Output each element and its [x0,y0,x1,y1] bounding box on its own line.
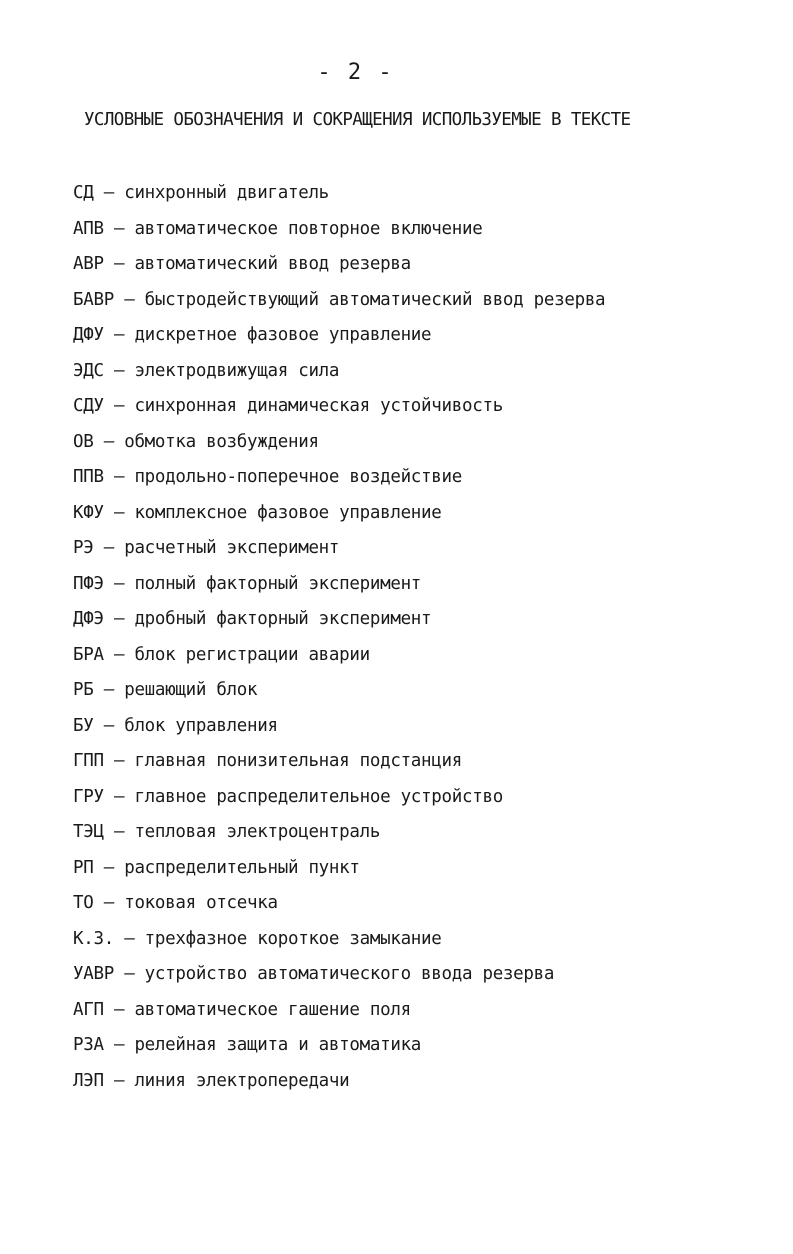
abbreviation-term: РЗА [73,1035,104,1055]
abbreviation-definition: тепловая электроцентраль [134,822,381,842]
separator-dash: – [93,431,125,452]
abbreviation-definition: трехфазное короткое замыкание [144,928,442,949]
abbreviation-item [73,924,605,960]
abbreviation-term: ГРУ [73,786,104,807]
abbreviation-term: УАВР [73,964,114,984]
abbreviation-item [73,604,605,640]
abbreviation-item [73,356,605,392]
abbreviation-list [73,178,605,1101]
abbreviation-item [73,285,605,321]
separator-dash: – [103,325,135,345]
abbreviation-item [73,214,605,250]
separator-dash: – [93,538,125,558]
abbreviation-item [73,569,605,605]
abbreviation-definition: блок регистрации аварии [134,644,370,665]
separator-dash: – [93,893,125,913]
abbreviation-term: ОВ [73,431,94,452]
abbreviation-definition: главное распределительное устройство [134,786,503,807]
abbreviation-item [73,1066,605,1102]
abbreviation-definition: устройство автоматического ввода резерва [144,964,555,984]
abbreviation-definition: токовая отсечка [124,893,278,913]
abbreviation-term: ТЭЦ [73,822,104,842]
abbreviation-item [73,640,605,676]
abbreviation-term: КФУ [73,502,104,523]
separator-dash: – [103,609,135,629]
abbreviation-definition: электродвижущая сила [134,360,340,381]
abbreviation-definition: решающий блок [124,680,258,700]
separator-dash: – [103,218,135,239]
abbreviation-term: АВР [73,254,104,274]
abbreviation-definition: синхронный двигатель [124,183,329,203]
separator-dash: – [103,573,135,594]
separator-dash: – [103,1070,135,1091]
abbreviation-item [73,711,605,747]
separator-dash: – [103,644,135,665]
abbreviation-definition: релейная защита и автоматика [134,1035,422,1055]
abbreviation-definition: полный факторный эксперимент [134,573,422,594]
separator-dash: – [103,786,135,807]
separator-dash: – [113,928,145,949]
abbreviation-term: РБ [73,680,94,700]
abbreviation-term: БРА [73,644,104,665]
abbreviation-definition: дискретное фазовое управление [134,325,432,345]
abbreviation-term: ГПП [73,751,104,771]
separator-dash: – [113,289,145,310]
separator-dash: – [93,715,125,736]
section-heading: УСЛОВНЫЕ ОБОЗНАЧЕНИЯ И СОКРАЩЕНИЯ ИСПОЛЬЗУЕМЫЕ В ТЕКСТЕ [84,110,631,130]
separator-dash: – [103,999,135,1020]
abbreviation-item [73,995,605,1031]
abbreviation-term: БАВР [73,289,114,310]
abbreviation-definition: комплексное фазовое управление [134,502,442,523]
separator-dash: – [103,822,135,842]
abbreviation-item [73,462,605,498]
abbreviation-item [73,320,605,356]
abbreviation-term: ДФУ [73,325,104,345]
abbreviation-term: ЭДС [73,360,104,381]
abbreviation-definition: линия электропередачи [134,1070,350,1091]
separator-dash: – [103,254,135,274]
separator-dash: – [103,502,135,523]
abbreviation-term: РЭ [73,538,94,558]
abbreviation-term: АПВ [73,218,104,239]
abbreviation-term: АГП [73,999,104,1020]
abbreviation-term: РП [73,857,94,878]
abbreviation-term: ЛЭП [73,1070,104,1091]
separator-dash: – [103,751,135,771]
abbreviation-term: БУ [73,715,94,736]
abbreviation-item [73,959,605,995]
abbreviation-item [73,675,605,711]
abbreviation-item [73,391,605,427]
abbreviation-item [73,1030,605,1066]
separator-dash: – [93,183,125,203]
abbreviation-item [73,533,605,569]
abbreviation-term: ПФЭ [73,573,104,594]
abbreviation-definition: расчетный эксперимент [124,538,340,558]
separator-dash: – [103,360,135,381]
abbreviation-term: ТО [73,893,94,913]
separator-dash: – [103,1035,135,1055]
abbreviation-definition: обмотка возбуждения [124,431,319,452]
abbreviation-definition: главная понизительная подстанция [134,751,462,771]
abbreviation-item [73,178,605,214]
abbreviation-term: К.З. [73,928,114,949]
separator-dash: – [93,857,125,878]
abbreviation-definition: дробный факторный эксперимент [134,609,432,629]
separator-dash: – [103,467,135,487]
abbreviation-item [73,888,605,924]
abbreviation-term: СДУ [73,396,104,416]
separator-dash: – [113,964,145,984]
abbreviation-item [73,498,605,534]
abbreviation-item [73,746,605,782]
abbreviation-definition: распределительный пункт [124,857,360,878]
abbreviation-definition: блок управления [124,715,278,736]
abbreviation-item [73,427,605,463]
abbreviation-item [73,249,605,285]
page-number: - 2 - [317,60,394,85]
abbreviation-item [73,782,605,818]
abbreviation-definition: автоматический ввод резерва [134,254,411,274]
abbreviation-item [73,817,605,853]
separator-dash: – [103,396,135,416]
abbreviation-term: СД [73,183,94,203]
separator-dash: – [93,680,125,700]
abbreviation-definition: быстродействующий автоматический ввод резерва [144,289,606,310]
abbreviation-item [73,853,605,889]
abbreviation-definition: синхронная динамическая устойчивость [134,396,503,416]
abbreviation-definition: автоматическое гашение поля [134,999,411,1020]
abbreviation-term: ППВ [73,467,104,487]
abbreviation-term: ДФЭ [73,609,104,629]
abbreviation-definition: продольно-поперечное воздействие [134,467,462,487]
abbreviation-definition: автоматическое повторное включение [134,218,483,239]
